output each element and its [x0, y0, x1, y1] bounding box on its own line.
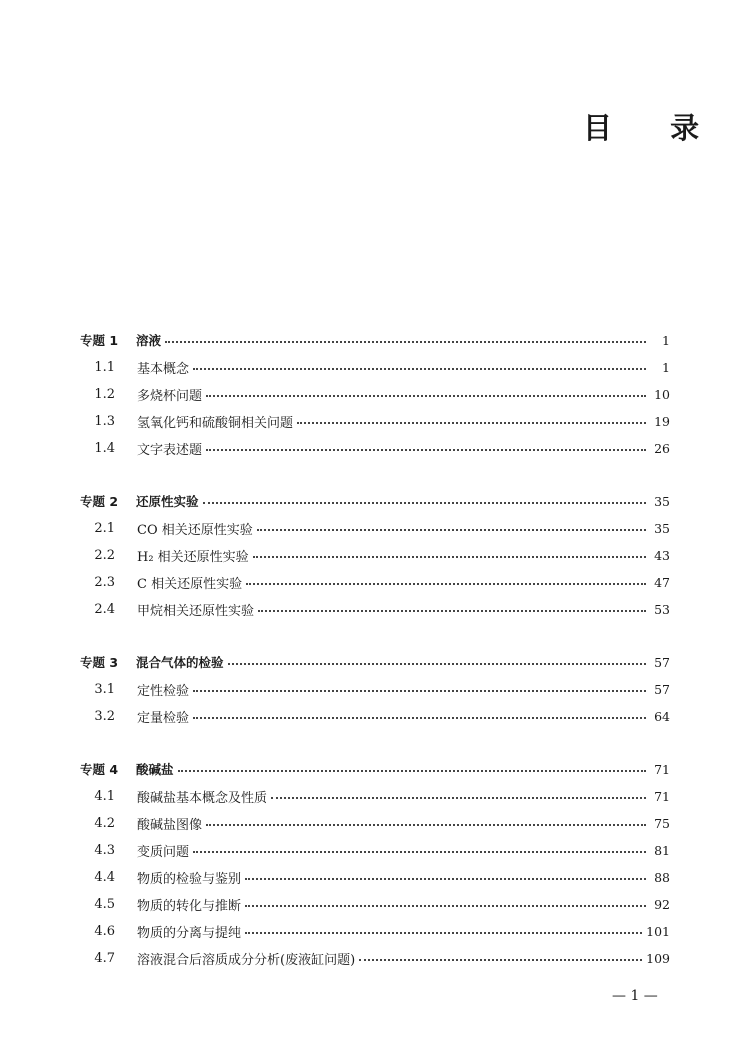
toc-item-2-3[interactable]: [80, 572, 670, 592]
dot-leader: [257, 529, 646, 531]
toc-item-4-1[interactable]: [80, 786, 670, 806]
item-title: 多烧杯问题: [137, 388, 203, 404]
page-number: 53: [654, 601, 670, 617]
section-number: 专题 2: [80, 494, 119, 509]
item-title: 氢氧化钙和硫酸铜相关问题: [137, 415, 294, 431]
item-number: 2.2: [94, 547, 115, 563]
item-title: 文字表述题: [137, 442, 203, 458]
item-title: 物质的转化与推断: [137, 898, 242, 914]
section-number: 专题 4: [80, 762, 119, 777]
toc-item-1-4[interactable]: [80, 438, 670, 458]
dot-leader: [245, 932, 642, 934]
item-number: 4.4: [94, 869, 115, 885]
page-number: 10: [654, 386, 670, 402]
item-title: 溶液混合后溶质成分分析(废液缸问题): [137, 952, 356, 968]
item-number: 4.2: [94, 815, 115, 831]
section-title: 还原性实验: [136, 494, 199, 509]
toc-section-2[interactable]: [80, 491, 670, 511]
item-title: 基本概念: [137, 361, 190, 377]
toc-item-2-4[interactable]: [80, 599, 670, 619]
item-number: 4.7: [94, 950, 115, 966]
dot-leader: [258, 610, 646, 612]
dot-leader: [253, 556, 646, 558]
page-number: 81: [654, 842, 670, 858]
toc-section-3[interactable]: [80, 652, 670, 672]
dot-leader: [193, 368, 646, 370]
item-title: 甲烷相关还原性实验: [137, 603, 255, 619]
item-number: 4.5: [94, 896, 115, 912]
item-title: 酸碱盐基本概念及性质: [137, 790, 268, 806]
item-title: 定量检验: [137, 710, 190, 726]
item-number: 2.3: [94, 574, 115, 590]
item-title: 变质问题: [137, 844, 190, 860]
item-title: 定性检验: [137, 683, 190, 699]
page-number: 1: [662, 332, 670, 348]
toc-item-4-5[interactable]: [80, 894, 670, 914]
dot-leader: [193, 690, 646, 692]
page-number: 43: [654, 547, 670, 563]
page-number: 19: [654, 413, 670, 429]
toc-item-3-1[interactable]: [80, 679, 670, 699]
toc-item-2-1[interactable]: [80, 518, 670, 538]
item-number: 1.4: [94, 440, 115, 456]
page-number: 88: [654, 869, 670, 885]
item-number: 3.1: [94, 681, 115, 697]
page-number: 71: [654, 788, 670, 804]
page-number: 71: [654, 761, 670, 777]
dot-leader: [246, 583, 646, 585]
dot-leader: [193, 717, 646, 719]
toc-item-4-6[interactable]: [80, 921, 670, 941]
dot-leader: [206, 395, 646, 397]
page-number: 35: [654, 493, 670, 509]
section-title: 酸碱盐: [136, 762, 174, 777]
page-number: 47: [654, 574, 670, 590]
item-title: H₂ 相关还原性实验: [137, 549, 249, 565]
toc-item-1-2[interactable]: [80, 384, 670, 404]
section-title: 溶液: [136, 333, 162, 348]
dot-leader: [271, 797, 646, 799]
item-title: 物质的分离与提纯: [137, 925, 242, 941]
toc-item-1-3[interactable]: [80, 411, 670, 431]
toc-item-4-3[interactable]: [80, 840, 670, 860]
item-title: 物质的检验与鉴别: [137, 871, 242, 887]
item-number: 4.3: [94, 842, 115, 858]
dot-leader: [178, 770, 646, 772]
toc-item-3-2[interactable]: [80, 706, 670, 726]
toc-item-4-7[interactable]: [80, 948, 670, 968]
section-title: 混合气体的检验: [136, 655, 224, 670]
page-number: 75: [654, 815, 670, 831]
item-number: 1.3: [94, 413, 115, 429]
section-number: 专题 1: [80, 333, 119, 348]
dot-leader: [245, 878, 646, 880]
dot-leader: [297, 422, 646, 424]
item-number: 4.1: [94, 788, 115, 804]
item-number: 3.2: [94, 708, 115, 724]
item-title: 酸碱盐图像: [137, 817, 203, 833]
dot-leader: [203, 502, 646, 504]
item-title: C 相关还原性实验: [137, 576, 243, 592]
dot-leader: [245, 905, 646, 907]
toc-item-4-2[interactable]: [80, 813, 670, 833]
dot-leader: [228, 663, 646, 665]
page-footer-number: — 1 —: [612, 988, 658, 1004]
dot-leader: [206, 824, 646, 826]
dot-leader: [193, 851, 646, 853]
section-number: 专题 3: [80, 655, 119, 670]
page-number: 26: [654, 440, 670, 456]
item-number: 1.2: [94, 386, 115, 402]
item-title: CO 相关还原性实验: [137, 522, 253, 538]
page-number: 64: [654, 708, 670, 724]
page-number: 35: [654, 520, 670, 536]
page-number: 92: [654, 896, 670, 912]
toc-item-2-2[interactable]: [80, 545, 670, 565]
toc-item-4-4[interactable]: [80, 867, 670, 887]
toc-item-1-1[interactable]: [80, 357, 670, 377]
page-number: 57: [654, 654, 670, 670]
dot-leader: [165, 341, 646, 343]
dot-leader: [359, 959, 642, 961]
dot-leader: [206, 449, 646, 451]
toc-section-4[interactable]: [80, 759, 670, 779]
toc-section-1[interactable]: [80, 330, 670, 350]
item-number: 2.1: [94, 520, 115, 536]
page-number: 109: [646, 950, 670, 966]
item-number: 2.4: [94, 601, 115, 617]
page-number: 101: [646, 923, 670, 939]
item-number: 4.6: [94, 923, 115, 939]
item-number: 1.1: [94, 359, 115, 375]
page-number: 1: [662, 359, 670, 375]
page-title: 目 录: [583, 111, 724, 145]
page-number: 57: [654, 681, 670, 697]
